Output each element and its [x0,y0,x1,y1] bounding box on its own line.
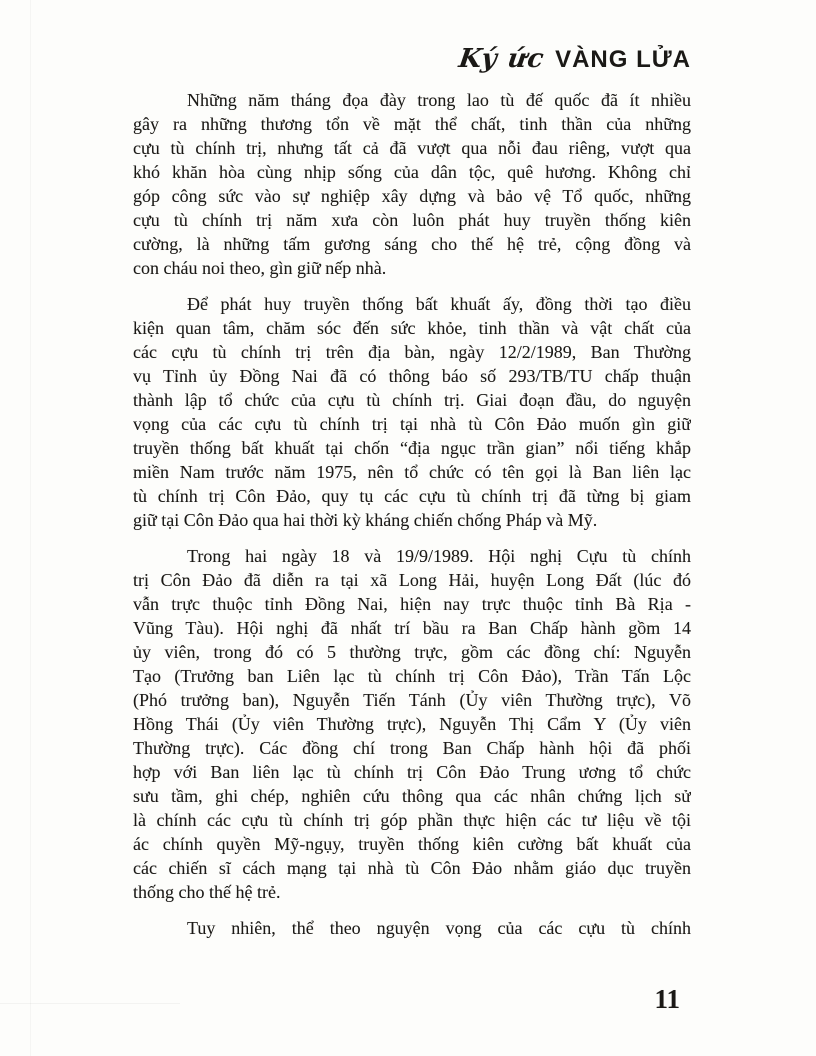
paragraph [133,88,691,280]
paragraph [133,292,691,532]
text-line: ủy viên, trong đó có 5 thường trực, gồm các đồng chí: Nguyễn [133,642,691,662]
text-line: cường, là những tấm gương sáng cho thế hệ trẻ, cộng đồng và [133,234,691,254]
text-line: Vũng Tàu). Hội nghị đã nhất trí bầu ra Ban Chấp hành gồm 14 [133,618,691,638]
paragraph [133,544,691,904]
text-line: cựu tù chính trị năm xưa còn luôn phát huy truyền thống kiên [133,210,691,230]
text-line: sưu tầm, ghi chép, nghiên cứu thông qua các nhân chứng lịch sử [133,786,691,806]
text-line: Tạo (Trưởng ban Liên lạc tù chính trị Côn Đảo), Trần Tấn Lộc [133,666,691,686]
text-line: con cháu noi theo, gìn giữ nếp nhà. [133,258,387,278]
text-line: Để phát huy truyền thống bất khuất ấy, đồng thời tạo điều [187,294,691,314]
running-header-script: Ký ức [456,44,547,74]
paragraph [133,916,691,940]
text-line: là chính các cựu tù chính trị góp phần thực hiện các tư liệu về tội [133,810,691,830]
text-line: gây ra những thương tổn về mặt thể chất, tinh thần của những [133,114,691,134]
text-line: Thường trực). Các đồng chí trong Ban Chấp hành hội đã phối [133,738,691,758]
text-line: hợp với Ban liên lạc tù chính trị Côn Đảo Trung ương tổ chức [133,762,691,782]
body-text [133,88,691,940]
text-line: thành lập tổ chức của cựu tù chính trị. Giai đoạn đầu, do nguyện [133,390,691,410]
text-line: khó khăn hòa cùng nhịp sống của dân tộc, quê hương. Không chỉ [133,162,691,182]
text-line: kiện quan tâm, chăm sóc đến sức khỏe, tinh thần và vật chất của [133,318,691,338]
text-line: tù chính trị Côn Đảo, quy tụ các cựu tù chính trị đã từng bị giam [133,486,691,506]
text-line: (Phó trưởng ban), Nguyễn Tiến Tánh (Ủy viên Thường trực), Võ [133,690,691,710]
text-line: cựu tù chính trị, nhưng tất cả đã vượt qua nỗi đau riêng, vượt qua [133,138,691,158]
text-line: giữ tại Côn Đảo qua hai thời kỳ kháng chiến chống Pháp và Mỹ. [133,510,598,530]
text-line: trị Côn Đảo đã diễn ra tại xã Long Hải, huyện Long Đất (lúc đó [133,570,691,590]
text-line: vọng của các cựu tù chính trị tại nhà tù Côn Đảo muốn gìn giữ [133,414,691,434]
text-line: vụ Tỉnh ủy Đồng Nai đã có thông báo số 293/TB/TU chấp thuận [133,366,691,386]
scan-edge-bottom [0,1003,180,1004]
text-line: góp công sức vào sự nghiệp xây dựng và bảo vệ Tổ quốc, những [133,186,691,206]
text-line: các chiến sĩ cách mạng tại nhà tù Côn Đảo nhằm giáo dục truyền [133,858,691,878]
text-line: ác chính quyền Mỹ-ngụy, truyền thống kiên cường bất khuất của [133,834,691,854]
scan-edge-left [30,0,31,1056]
page-number: 11 [654,984,680,1014]
text-line: thống cho thế hệ trẻ. [133,882,281,902]
running-header [456,44,691,74]
text-line: Tuy nhiên, thể theo nguyện vọng của các cựu tù chính [187,918,691,938]
text-line: truyền thống bất khuất tại chốn “địa ngục trần gian” nổi tiếng khắp [133,438,691,458]
text-line: vẫn trực thuộc tỉnh Đồng Nai, hiện nay trực thuộc tỉnh Bà Rịa - [133,594,691,614]
text-line: Hồng Thái (Ủy viên Thường trực), Nguyễn Thị Cẩm Y (Ủy viên [133,714,691,734]
running-header-title: VÀNG LỬA [555,46,691,73]
text-line: các cựu tù chính trị trên địa bàn, ngày 12/2/1989, Ban Thường [133,342,691,362]
text-line: Trong hai ngày 18 và 19/9/1989. Hội nghị Cựu tù chính [187,546,691,566]
text-line: Những năm tháng đọa đày trong lao tù đế quốc đã ít nhiều [187,90,691,110]
text-line: miền Nam trước năm 1975, nên tổ chức có tên gọi là Ban liên lạc [133,462,691,482]
